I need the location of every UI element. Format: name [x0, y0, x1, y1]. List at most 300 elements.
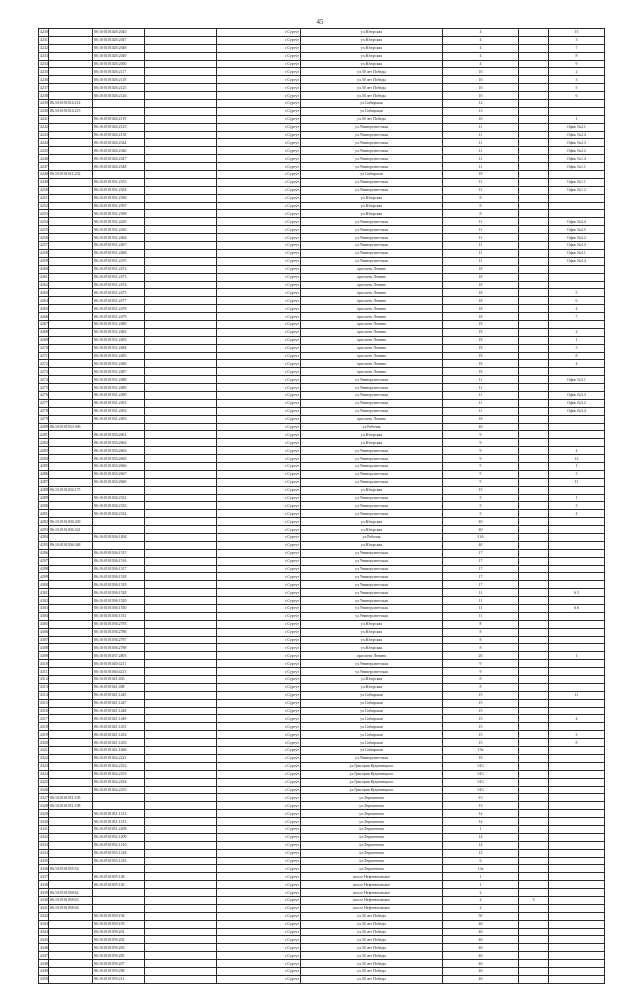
city-cell: г.Сургут [217, 510, 301, 518]
land-cadastral-number: 86:10:0101014:214 [49, 100, 93, 108]
extra-cell [519, 423, 549, 431]
house-cell: 6 [443, 857, 519, 865]
house-cell: 8 [443, 644, 519, 652]
empty-cell [145, 810, 217, 818]
house-cell: 11 [443, 407, 519, 415]
extra-cell [519, 194, 549, 202]
row-number: 4252 [40, 204, 48, 209]
street-cell: шоссе Нефтеюганское [301, 873, 443, 881]
empty-cell [145, 786, 217, 794]
extra-cell [519, 305, 549, 313]
street-cell: проспект Ленина [301, 328, 443, 336]
empty-cell [145, 297, 217, 305]
table-row [39, 486, 605, 494]
street-cell: ул.Югорская [301, 44, 443, 52]
street-cell: ул.Рабочая [301, 534, 443, 542]
city-cell: г.Сургут [217, 612, 301, 620]
row-number: 4302 [40, 598, 48, 603]
street-cell: ул.Югорская [301, 36, 443, 44]
empty-cell [145, 683, 217, 691]
land-cadastral-number [49, 123, 93, 131]
house-cell: 15 [443, 691, 519, 699]
extra-cell [519, 44, 549, 52]
street-cell: ул.30 лет Победы [301, 952, 443, 960]
table-row [39, 833, 605, 841]
premises-cadastral-number: 86:10:0101040:4213 [93, 668, 145, 676]
premises-cadastral-number: 86:10:0101031:2479 [93, 313, 145, 321]
land-cadastral-number [49, 92, 93, 100]
city-cell: г.Сургут [217, 131, 301, 139]
premises-cadastral-number: 86:10:0101042:2254 [93, 778, 145, 786]
city-cell: г.Сургут [217, 360, 301, 368]
table-row [39, 447, 605, 455]
empty-cell [145, 960, 217, 968]
extra-cell [519, 518, 549, 526]
table-row [39, 534, 605, 542]
table-row [39, 399, 605, 407]
table-row [39, 352, 605, 360]
house-cell: 1 [443, 825, 519, 833]
extra-cell [519, 904, 549, 912]
table-row [39, 557, 605, 565]
city-cell: г.Сургут [217, 115, 301, 123]
city-cell: г.Сургут [217, 904, 301, 912]
street-cell: ул.30 лет Победы [301, 912, 443, 920]
apartment-cell [549, 107, 605, 115]
apartment-cell [549, 320, 605, 328]
house-cell: 46 [443, 928, 519, 936]
land-cadastral-number: 86:10:0101058:62 [49, 889, 93, 897]
street-cell: ул.Лермонтова [301, 794, 443, 802]
land-cadastral-number [49, 510, 93, 518]
house-cell: 18 [443, 320, 519, 328]
premises-cadastral-number: 86:10:0101041:1452 [93, 731, 145, 739]
apartment-cell: 9 [549, 60, 605, 68]
house-cell: 46 [443, 936, 519, 944]
house-cell: 18 [443, 313, 519, 321]
street-cell: ул.Университетская [301, 589, 443, 597]
premises-cadastral-number: 86:10:0101040:4211 [93, 660, 145, 668]
empty-cell [145, 76, 217, 84]
row-number: 4273 [40, 369, 48, 374]
apartment-cell [549, 778, 605, 786]
street-cell: проспект Ленина [301, 360, 443, 368]
empty-cell [145, 391, 217, 399]
table-row [39, 360, 605, 368]
row-number: 4308 [40, 645, 48, 650]
premises-cadastral-number: 86:10:0101026:2045 [93, 29, 145, 37]
premises-cadastral-number: 86:10:0101042:2255 [93, 786, 145, 794]
row-number: 4300 [40, 582, 48, 587]
street-cell: проспект Ленина [301, 652, 443, 660]
apartment-cell: 1 [549, 652, 605, 660]
empty-cell [145, 652, 217, 660]
land-cadastral-number: 86:10:0101036:341 [49, 526, 93, 534]
house-cell: 12 [443, 849, 519, 857]
house-cell: 18 [443, 297, 519, 305]
city-cell: г.Сургут [217, 967, 301, 975]
land-cadastral-number [49, 849, 93, 857]
street-cell: ул.Югорская [301, 644, 443, 652]
land-cadastral-number [49, 936, 93, 944]
land-cadastral-number [49, 573, 93, 581]
premises-cadastral-number: 86:10:0101041:403 [93, 676, 145, 684]
house-cell: 19 [443, 754, 519, 762]
city-cell: г.Сургут [217, 478, 301, 486]
extra-cell [519, 218, 549, 226]
row-number: 4254 [40, 219, 48, 224]
land-cadastral-number [49, 336, 93, 344]
land-cadastral-number [49, 612, 93, 620]
street-cell: ул.Университетская [301, 470, 443, 478]
row-number: 4301 [40, 590, 48, 595]
row-number: 4261 [40, 275, 48, 280]
row-number: 4309 [40, 653, 48, 658]
premises-cadastral-number: 86:10:0101036:1529 [93, 597, 145, 605]
table-row [39, 186, 605, 194]
empty-cell [145, 597, 217, 605]
land-cadastral-number: 86:10:0101058:64 [49, 904, 93, 912]
street-cell: ул.30 лет Победы [301, 76, 443, 84]
extra-cell [519, 384, 549, 392]
land-cadastral-number: 86:10:0101021:232 [49, 171, 93, 179]
table-row [39, 376, 605, 384]
row-number: 4321 [40, 748, 48, 753]
street-cell: проспект Ленина [301, 281, 443, 289]
street-cell: ул.Югорская [301, 486, 443, 494]
empty-cell [145, 952, 217, 960]
premises-cadastral-number: 86:10:0101031:2480 [93, 320, 145, 328]
apartment-cell [549, 581, 605, 589]
extra-cell [519, 715, 549, 723]
row-number: 4296 [40, 551, 48, 556]
row-number: 4297 [40, 559, 48, 564]
empty-cell [145, 107, 217, 115]
empty-cell [145, 92, 217, 100]
premises-cadastral-number [93, 100, 145, 108]
empty-cell [145, 865, 217, 873]
street-cell: ул.Югорская [301, 431, 443, 439]
street-cell: ул.Сибирская [301, 100, 443, 108]
apartment-cell: 6.6 [549, 605, 605, 613]
row-number: 4349 [40, 969, 48, 974]
city-cell: г.Сургут [217, 313, 301, 321]
extra-cell [519, 928, 549, 936]
city-cell: г.Сургут [217, 502, 301, 510]
apartment-cell [549, 952, 605, 960]
street-cell: ул.Сибирская [301, 739, 443, 747]
house-cell: 17 [443, 549, 519, 557]
street-cell: проспект Ленина [301, 344, 443, 352]
empty-cell [145, 731, 217, 739]
city-cell: г.Сургут [217, 739, 301, 747]
empty-cell [145, 881, 217, 889]
city-cell: г.Сургут [217, 455, 301, 463]
table-row [39, 786, 605, 794]
row-number: 4331 [40, 827, 48, 832]
house-cell: 11 [443, 147, 519, 155]
table-row [39, 723, 605, 731]
row-number: 4334 [40, 851, 48, 856]
row-number: 4291 [40, 511, 48, 516]
street-cell: ул.Университетская [301, 549, 443, 557]
city-cell: г.Сургут [217, 202, 301, 210]
apartment-cell [549, 281, 605, 289]
extra-cell [519, 360, 549, 368]
table-row [39, 131, 605, 139]
house-cell: 9 [443, 462, 519, 470]
house-cell: 14/1 [443, 770, 519, 778]
house-cell: 9 [443, 660, 519, 668]
empty-cell [145, 747, 217, 755]
street-cell: ул.30 лет Победы [301, 960, 443, 968]
empty-cell [145, 407, 217, 415]
apartment-cell [549, 518, 605, 526]
table-row [39, 739, 605, 747]
street-cell: ул.Лермонтова [301, 841, 443, 849]
apartment-cell [549, 723, 605, 731]
premises-cadastral-number: 86:10:0101031:2354 [93, 186, 145, 194]
premises-cadastral-number: 86:10:0101031:2482 [93, 328, 145, 336]
row-number: 4333 [40, 843, 48, 848]
premises-cadastral-number [93, 486, 145, 494]
extra-cell [519, 510, 549, 518]
extra-cell [519, 289, 549, 297]
land-cadastral-number [49, 344, 93, 352]
city-cell: г.Сургут [217, 289, 301, 297]
city-cell: г.Сургут [217, 676, 301, 684]
table-row [39, 628, 605, 636]
city-cell: г.Сургут [217, 100, 301, 108]
table-row [39, 810, 605, 818]
table-row [39, 881, 605, 889]
city-cell: г.Сургут [217, 652, 301, 660]
table-row [39, 691, 605, 699]
extra-cell [519, 107, 549, 115]
city-cell: г.Сургут [217, 873, 301, 881]
apartment-cell [549, 770, 605, 778]
land-cadastral-number [49, 60, 93, 68]
land-cadastral-number: 86:10:0101051:105 [49, 794, 93, 802]
extra-cell [519, 778, 549, 786]
empty-cell [145, 202, 217, 210]
land-cadastral-number [49, 273, 93, 281]
house-cell: 11 [443, 234, 519, 242]
street-cell: ул.30 лет Победы [301, 68, 443, 76]
row-number: 4282 [40, 440, 48, 445]
city-cell: г.Сургут [217, 628, 301, 636]
empty-cell [145, 762, 217, 770]
city-cell: г.Сургут [217, 644, 301, 652]
empty-cell [145, 360, 217, 368]
house-cell: 40 [443, 518, 519, 526]
empty-cell [145, 668, 217, 676]
empty-cell [145, 510, 217, 518]
table-row [39, 415, 605, 423]
apartment-cell [549, 825, 605, 833]
apartment-cell [549, 660, 605, 668]
extra-cell [519, 770, 549, 778]
land-cadastral-number [49, 391, 93, 399]
apartment-cell: 11 [549, 478, 605, 486]
table-row [39, 305, 605, 313]
apartment-cell [549, 612, 605, 620]
city-cell: г.Сургут [217, 896, 301, 904]
land-cadastral-number [49, 407, 93, 415]
premises-cadastral-number: 86:10:0101041:1448 [93, 707, 145, 715]
premises-cadastral-number: 86:10:0101051:1313 [93, 810, 145, 818]
premises-cadastral-number: 86:10:0101026:2125 [93, 84, 145, 92]
apartment-cell: 4 [549, 510, 605, 518]
table-row [39, 336, 605, 344]
land-cadastral-number [49, 44, 93, 52]
house-cell: 17 [443, 573, 519, 581]
house-cell: 11 [443, 257, 519, 265]
row-number: 4255 [40, 227, 48, 232]
table-row [39, 242, 605, 250]
land-cadastral-number [49, 242, 93, 250]
row-number: 4286 [40, 472, 48, 477]
land-cadastral-number [49, 857, 93, 865]
row-number: 4323 [40, 764, 48, 769]
empty-cell [145, 936, 217, 944]
table-row [39, 904, 605, 912]
apartment-cell: 7 [549, 44, 605, 52]
table-row [39, 218, 605, 226]
land-cadastral-number [49, 967, 93, 975]
empty-cell [145, 171, 217, 179]
table-row [39, 794, 605, 802]
extra-cell [519, 60, 549, 68]
city-cell: г.Сургут [217, 194, 301, 202]
house-cell: 11 [443, 163, 519, 171]
house-cell: 8 [443, 628, 519, 636]
premises-cadastral-number: 86:10:0101033:2667 [93, 470, 145, 478]
street-cell: ул.Университетская [301, 147, 443, 155]
extra-cell [519, 399, 549, 407]
table-row [39, 171, 605, 179]
table-row [39, 234, 605, 242]
land-cadastral-number [49, 139, 93, 147]
street-cell: ул.Университетская [301, 494, 443, 502]
land-cadastral-number [49, 912, 93, 920]
premises-cadastral-number: 86:10:0101031:2396 [93, 194, 145, 202]
street-cell: проспект Ленина [301, 415, 443, 423]
house-cell: 9 [443, 431, 519, 439]
land-cadastral-number [49, 313, 93, 321]
house-cell: 11 [443, 612, 519, 620]
apartment-cell: Офис №1.1 [549, 163, 605, 171]
extra-cell [519, 368, 549, 376]
table-row [39, 320, 605, 328]
house-cell: 14 [443, 818, 519, 826]
extra-cell [519, 297, 549, 305]
premises-cadastral-number: 86:10:0101036:2787 [93, 636, 145, 644]
empty-cell [145, 723, 217, 731]
city-cell: г.Сургут [217, 794, 301, 802]
premises-cadastral-number: 86:10:0101031:2473 [93, 273, 145, 281]
row-number: 4263 [40, 290, 48, 295]
street-cell: проспект Ленина [301, 336, 443, 344]
city-cell: г.Сургут [217, 825, 301, 833]
table-row [39, 857, 605, 865]
street-cell: ул.30 лет Победы [301, 92, 443, 100]
table-row [39, 226, 605, 234]
premises-cadastral-number: 86:10:0101041:408 [93, 683, 145, 691]
house-cell: 1 [443, 873, 519, 881]
house-cell: 8 [443, 620, 519, 628]
empty-cell [145, 612, 217, 620]
premises-cadastral-number: 86:10:0101059:212 [93, 975, 145, 983]
apartment-cell: 4 [549, 447, 605, 455]
street-cell: ул.Югорская [301, 439, 443, 447]
premises-cadastral-number: 86:10:0101031:2468 [93, 249, 145, 257]
extra-cell [519, 857, 549, 865]
apartment-cell [549, 818, 605, 826]
apartment-cell: 6 [549, 92, 605, 100]
table-row [39, 478, 605, 486]
apartment-cell [549, 273, 605, 281]
table-row [39, 265, 605, 273]
city-cell: г.Сургут [217, 107, 301, 115]
premises-cadastral-number: 86:10:0101041:1445 [93, 691, 145, 699]
premises-cadastral-number: 86:10:0101036:1528 [93, 589, 145, 597]
house-cell: 9 [443, 455, 519, 463]
empty-cell [145, 257, 217, 265]
empty-cell [145, 84, 217, 92]
street-cell: ул.Университетская [301, 123, 443, 131]
row-number: 4345 [40, 937, 48, 942]
extra-cell [519, 257, 549, 265]
apartment-cell: 3 [549, 731, 605, 739]
house-cell: 11 [443, 399, 519, 407]
apartment-cell [549, 415, 605, 423]
premises-cadastral-number: 86:10:0101036:1519 [93, 581, 145, 589]
street-cell: ул.Университетская [301, 376, 443, 384]
table-row [39, 29, 605, 37]
apartment-cell [549, 549, 605, 557]
premises-cadastral-number: 86:10:0101031:2483 [93, 336, 145, 344]
house-cell: 18 [443, 281, 519, 289]
city-cell: г.Сургут [217, 881, 301, 889]
land-cadastral-number [49, 249, 93, 257]
city-cell: г.Сургут [217, 549, 301, 557]
street-cell: ул.Университетская [301, 462, 443, 470]
table-row [39, 115, 605, 123]
street-cell: ул.Григория Кукуевицкого [301, 786, 443, 794]
row-number: 4272 [40, 361, 48, 366]
row-number: 4318 [40, 724, 48, 729]
extra-cell [519, 754, 549, 762]
table-row [39, 107, 605, 115]
extra-cell [519, 139, 549, 147]
extra-cell [519, 691, 549, 699]
empty-cell [145, 754, 217, 762]
land-cadastral-number [49, 131, 93, 139]
premises-cadastral-number [93, 171, 145, 179]
apartment-cell [549, 857, 605, 865]
table-row [39, 455, 605, 463]
table-row [39, 825, 605, 833]
land-cadastral-number [49, 186, 93, 194]
city-cell: г.Сургут [217, 928, 301, 936]
apartment-cell [549, 171, 605, 179]
city-cell: г.Сургут [217, 470, 301, 478]
apartment-cell: 8 [549, 52, 605, 60]
extra-cell [519, 29, 549, 37]
city-cell: г.Сургут [217, 297, 301, 305]
table-row [39, 967, 605, 975]
